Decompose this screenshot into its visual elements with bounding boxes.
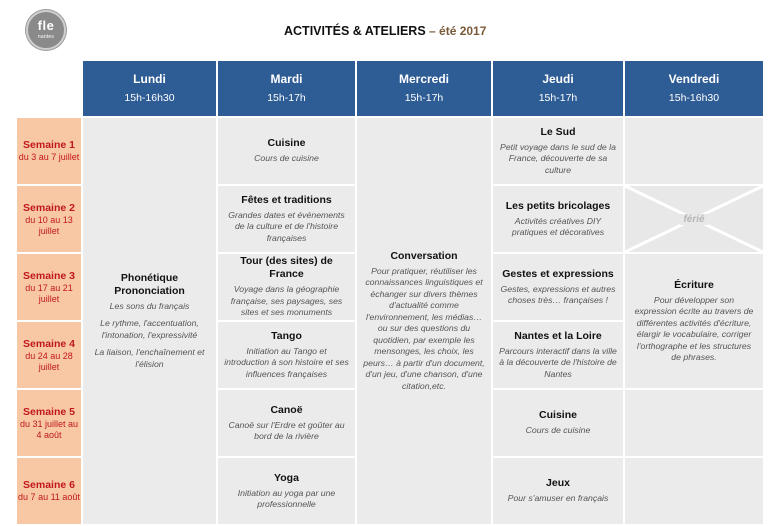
activity-desc: Le rythme, l'accentuation, l'intonation, l'expressivité [100, 318, 199, 340]
activity-jeux [493, 458, 623, 524]
day-name: Vendredi [668, 72, 720, 86]
activity-gestes-expressions [493, 254, 623, 320]
logo-subtext: nantes [37, 34, 55, 40]
day-name: Mardi [270, 72, 303, 86]
week-4-label [17, 322, 81, 388]
activity-desc: Initiation au Tango et introduction à son histoire et ses influences françaises [224, 345, 349, 379]
activity-desc: Cours de cuisine [254, 153, 319, 164]
week-title: Semaine 2 [23, 201, 75, 214]
activity-fetes-traditions [218, 186, 355, 252]
activity-title: Conversation [390, 249, 458, 262]
activity-desc: Canoë sur l'Erdre et goûter au bord de la rivière [228, 419, 345, 441]
activity-title: Les petits bricolages [505, 199, 611, 212]
activity-tango [218, 322, 355, 388]
header-lundi [83, 61, 216, 116]
day-name: Lundi [133, 72, 166, 86]
activity-desc: Petit voyage dans le sud de la France, découverte de sa culture [500, 141, 616, 175]
holiday-label: férié [680, 214, 707, 225]
week-5-label [17, 390, 81, 456]
activity-desc: Pour développer son expression écrite au travers de différentes activités d'écriture, élargir le vocabulaire, corriger l'orthographe et les structures de phrases. [634, 294, 754, 362]
activity-desc: La liaison, l'enchaînement et l'élision [94, 347, 205, 369]
activity-title: Tango [271, 329, 302, 342]
day-name: Jeudi [542, 72, 574, 86]
activity-desc: Initiation au yoga par une professionnelle [237, 487, 336, 509]
activity-title: Gestes et expressions [502, 267, 614, 280]
day-hours: 15h-17h [538, 92, 578, 104]
activity-title: Écriture [674, 278, 714, 291]
week-6-label [17, 458, 81, 524]
week-1-label [17, 118, 81, 184]
header-vendredi [625, 61, 763, 116]
holiday-cell [625, 186, 763, 252]
activity-desc: Parcours interactif dans la ville à la découverte de l'histoire de Nantes [499, 345, 617, 379]
week-title: Semaine 6 [23, 479, 75, 491]
empty-cell [625, 390, 763, 456]
activity-cuisine-mardi [218, 118, 355, 184]
day-hours: 15h-16h30 [668, 92, 720, 104]
week-dates: du 3 au 7 juillet [18, 152, 80, 162]
header-jeudi [493, 61, 623, 116]
activity-nantes-loire [493, 322, 623, 388]
week-title: Semaine 4 [23, 337, 75, 350]
day-hours: 15h-17h [267, 92, 306, 104]
activity-desc: Activités créatives DIY pratiques et décoratives [511, 215, 605, 237]
activity-desc: Cours de cuisine [525, 425, 591, 436]
activity-desc: Pour pratiquer, réutiliser les connaissances linguistiques et échanger sur divers thèmes d'actualité comme l'environnement, les médias… ou sur des questions du quotidien, par exemple les mensonges, les choix, les peurs… à partir d'un document, d'un jeu, d'une chanson, d'une citation,etc. [363, 265, 485, 391]
week-dates: du 24 au 28 juillet [25, 350, 73, 372]
week-dates: du 17 au 21 juillet [25, 282, 73, 304]
activity-canoe [218, 390, 355, 456]
empty-cell [625, 458, 763, 524]
week-3-label [17, 254, 81, 320]
activity-desc: Grandes dates et événements de la culture et de l'histoire françaises [228, 209, 345, 243]
day-name: Mercredi [398, 72, 450, 86]
activity-title: Nantes et la Loire [514, 329, 602, 342]
activity-title: Tour (des sites) de France [240, 255, 333, 281]
activity-title: Phonétique Prononciation [114, 271, 185, 297]
school-logo [26, 10, 66, 50]
header-mercredi [357, 61, 491, 116]
activity-desc: Gestes, expressions et autres choses très… françaises ! [500, 283, 616, 305]
day-hours: 15h-16h30 [124, 92, 175, 104]
activity-ecriture [625, 254, 763, 388]
logo-text: fle [37, 18, 55, 33]
activity-desc: Voyage dans la géographie française, ses paysages, ses sites et ses monuments [230, 284, 343, 318]
activity-tour-de-france [218, 254, 355, 320]
empty-cell [625, 118, 763, 184]
week-title: Semaine 1 [23, 139, 75, 151]
schedule-grid [17, 61, 759, 516]
week-title: Semaine 3 [23, 269, 75, 282]
week-dates: du 31 juillet au 4 août [19, 418, 79, 440]
week-title: Semaine 5 [23, 405, 75, 418]
activity-desc: Les sons du français [109, 300, 190, 311]
week-dates: du 7 au 11 août [18, 492, 80, 502]
title-main: ACTIVITÉS & ATELIERS [284, 24, 426, 38]
activity-title: Cuisine [267, 137, 306, 150]
activity-conversation [357, 118, 491, 524]
activity-desc: Pour s'amuser en français [507, 493, 609, 504]
activity-le-sud [493, 118, 623, 184]
activity-title: Canoë [270, 403, 303, 416]
day-hours: 15h-17h [404, 92, 444, 104]
header-mardi [218, 61, 355, 116]
activity-title: Le Sud [540, 125, 576, 138]
activity-title: Fêtes et traditions [241, 193, 332, 206]
activity-title: Jeux [546, 477, 570, 490]
week-dates: du 10 au 13 juillet [25, 214, 73, 236]
week-2-label [17, 186, 81, 252]
activity-title: Cuisine [539, 409, 577, 422]
title-season: – été 2017 [425, 24, 487, 38]
activity-yoga [218, 458, 355, 524]
activity-petits-bricolages [493, 186, 623, 252]
page-title [284, 24, 486, 38]
activity-phonetique [83, 118, 216, 524]
activity-title: Yoga [274, 471, 299, 484]
activity-cuisine-jeudi [493, 390, 623, 456]
